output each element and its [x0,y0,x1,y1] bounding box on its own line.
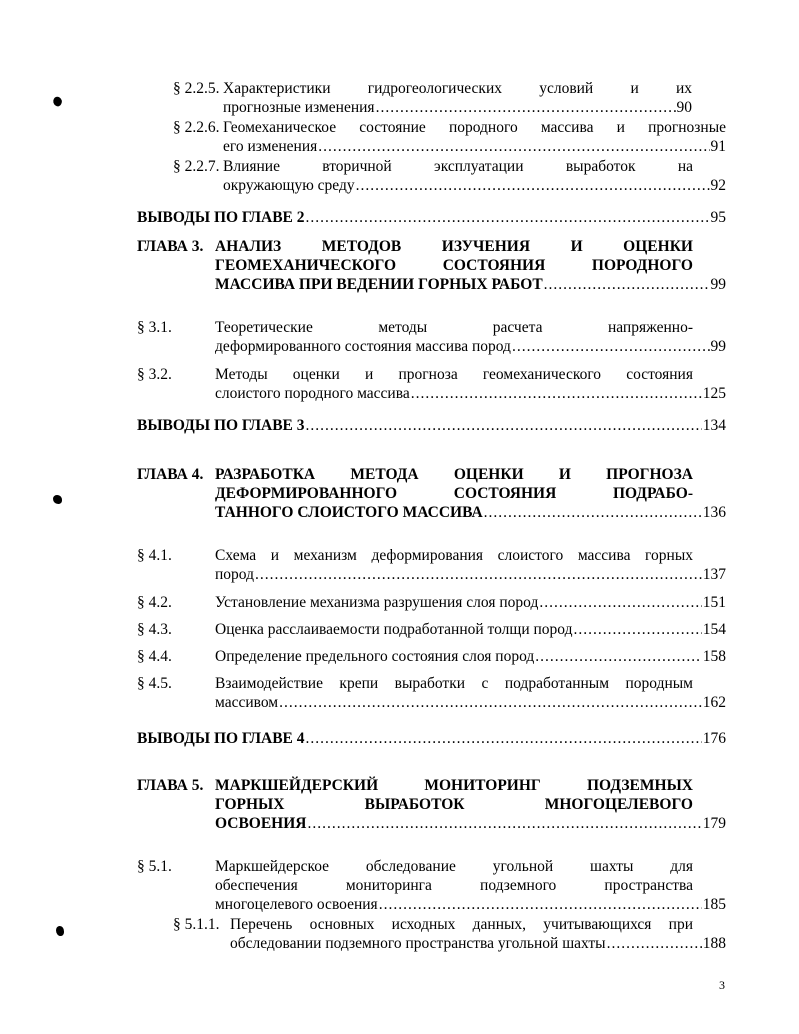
entry-title-line: Характеристики гидрогеологических условий и их [223,80,692,97]
toc-entry-3-2 [137,365,726,403]
entry-page: 188 [702,935,726,952]
entry-number: § 5.1.1. [173,916,220,933]
scan-speck [51,95,63,107]
entry-number: § 2.2.7. [173,158,220,175]
scan-speck [56,926,64,936]
entry-page: 162 [702,694,726,711]
dot-leader [411,384,702,403]
entry-page: 179 [702,815,726,832]
entry-title: ВЫВОДЫ ПО ГЛАВЕ 2 [137,209,305,226]
toc-conclusions-4 [137,729,726,748]
dot-leader [306,208,710,227]
toc-entry-4-5 [137,674,726,712]
entry-page: 99 [710,276,726,293]
chapter-title-line: МАРКШЕЙДЕРСКИЙ МОНИТОРИНГ ПОДЗЕМНЫХ [215,777,693,794]
entry-title: ВЫВОДЫ ПО ГЛАВЕ 4 [137,730,305,747]
entry-page: 151 [702,594,726,611]
entry-title-line: Теоретические методы расчета напряженно- [215,319,693,336]
entry-title-line: слоистого породного массива [215,385,410,402]
entry-number: § 3.2. [137,366,172,383]
entry-number: § 2.2.5. [173,80,220,97]
entry-number: § 4.3. [137,621,172,638]
entry-number: § 2.2.6. [173,119,220,136]
chapter-title-line: ОСВОЕНИЯ [215,815,307,832]
toc-chapter-3 [137,237,726,294]
toc-entry-3-1 [137,318,726,356]
entry-page: 136 [702,504,726,521]
toc-conclusions-2 [137,208,726,227]
entry-title-line: его изменения [223,138,318,155]
chapter-title-line: РАЗРАБОТКА МЕТОДА ОЦЕНКИ И ПРОГНОЗА [215,466,693,483]
dot-leader [512,337,710,356]
dot-leader [306,729,702,748]
toc-conclusions-3 [137,416,726,435]
entry-title-line: обеспечения мониторинга подземного пространства [215,877,693,894]
entry-page: 176 [702,730,726,747]
chapter-number: ГЛАВА 4. [137,466,204,483]
dot-leader [356,176,710,195]
entry-page: 158 [702,648,726,665]
toc-entry-2-2-7 [173,157,726,195]
dot-leader [574,620,702,639]
toc-entry-5-1 [137,857,726,914]
entry-title-line: Оценка расслаиваемости подработанной толщи пород [215,621,573,638]
entry-title: ВЫВОДЫ ПО ГЛАВЕ 3 [137,417,305,434]
chapter-title-line: ДЕФОРМИРОВАННОГО СОСТОЯНИЯ ПОДРАБО- [215,485,693,502]
entry-title-line: обследовании подземного пространства угольной шахты [230,935,606,952]
toc-entry-4-1 [137,546,726,584]
toc-entry-4-3 [137,620,726,639]
entry-page: 137 [702,566,726,583]
entry-title-line: Схема и механизм деформирования слоистого массива горных [215,547,693,564]
dot-leader [306,416,702,435]
toc-entry-2-2-6 [173,118,726,156]
entry-title-line: пород [215,566,254,583]
entry-title-line: Маркшейдерское обследование угольной шахты для [215,858,693,875]
dot-leader [307,814,701,833]
entry-number: § 4.2. [137,594,172,611]
toc-chapter-5 [137,776,726,833]
dot-leader [279,693,702,712]
dot-leader [544,275,710,294]
chapter-title-line: ТАННОГО СЛОИСТОГО МАССИВА [215,504,483,521]
entry-page: 91 [710,138,726,155]
entry-page: 134 [702,417,726,434]
dot-leader [379,895,702,914]
entry-page: 99 [710,338,726,355]
entry-title-line: Влияние вторичной эксплуатации выработок на [223,158,693,175]
entry-title-line: Определение предельного состояния слоя пород [215,648,535,665]
entry-page: 90 [676,99,692,116]
toc-entry-5-1-1 [173,915,726,953]
toc-entry-4-2 [137,593,726,612]
dot-leader [318,137,709,156]
chapter-title-line: АНАЛИЗ МЕТОДОВ ИЗУЧЕНИЯ И ОЦЕНКИ [215,238,693,255]
entry-title-line: Перечень основных исходных данных, учитывающихся при [230,916,693,933]
entry-page: 125 [702,385,726,402]
entry-title-line: деформированного состояния массива пород [215,338,511,355]
chapter-title-line: МАССИВА ПРИ ВЕДЕНИИ ГОРНЫХ РАБОТ [215,276,543,293]
dot-leader [535,647,701,666]
entry-page: 92 [710,177,726,194]
scan-speck [53,495,62,504]
entry-title-line: Методы оценки и прогноза геомеханического состояния [215,366,693,383]
page-number: 3 [719,978,725,992]
chapter-title-line: ГЕОМЕХАНИЧЕСКОГО СОСТОЯНИЯ ПОРОДНОГО [215,257,693,274]
dot-leader [607,934,702,953]
entry-number: § 4.4. [137,648,172,665]
dot-leader [484,503,702,522]
entry-number: § 4.5. [137,675,172,692]
entry-title-line: Установление механизма разрушения слоя пород [215,594,539,611]
toc-chapter-4 [137,465,726,522]
chapter-title-line: ГОРНЫХ ВЫРАБОТОК МНОГОЦЕЛЕВОГО [215,796,693,813]
entry-title-line: прогнозные изменения [223,99,375,116]
entry-title-line: массивом [215,694,279,711]
entry-page: 185 [702,896,726,913]
chapter-number: ГЛАВА 3. [137,238,204,255]
dot-leader [376,98,676,117]
toc-entry-4-4 [137,647,726,666]
entry-title-line: Геомеханическое состояние породного массива и прогнозные [223,119,726,136]
entry-page: 95 [710,209,726,226]
toc-entry-2-2-5 [173,79,692,117]
dot-leader [255,565,702,584]
dot-leader [539,593,701,612]
entry-page: 154 [702,621,726,638]
entry-title-line: окружающую среду [223,177,355,194]
entry-title-line: Взаимодействие крепи выработки с подработанным породным [215,675,693,692]
entry-number: § 3.1. [137,319,172,336]
chapter-number: ГЛАВА 5. [137,777,204,794]
entry-number: § 5.1. [137,858,172,875]
entry-number: § 4.1. [137,547,172,564]
entry-title-line: многоцелевого освоения [215,896,378,913]
